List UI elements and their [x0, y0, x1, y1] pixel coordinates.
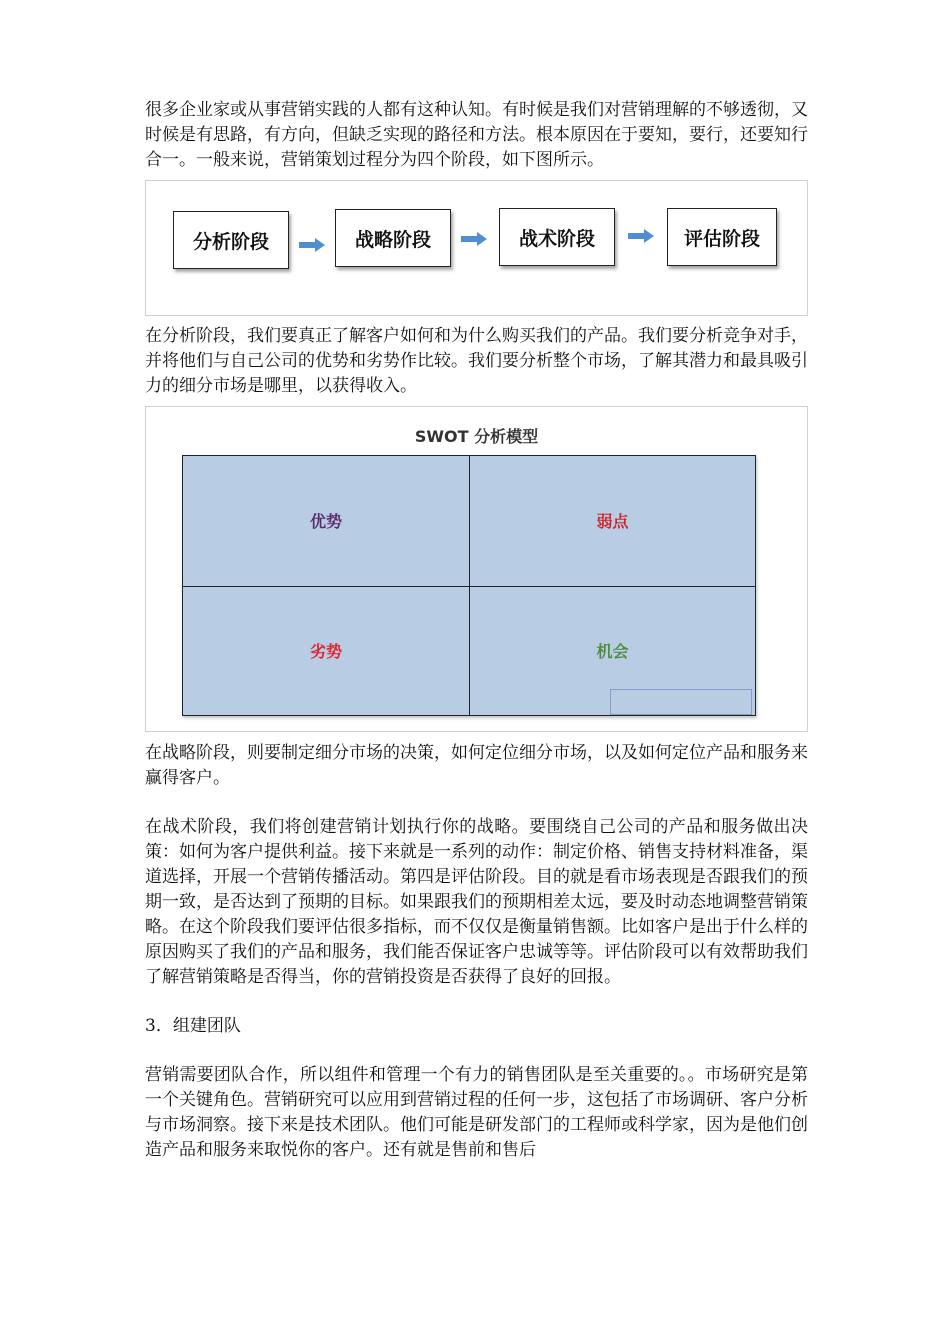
arrow-right-icon	[461, 232, 487, 246]
swot-opportunities: 机会	[469, 586, 755, 716]
paragraph-intro: 很多企业家或从事营销实践的人都有这种认知。有时候是我们对营销理解的不够透彻，又时候是有思路，有方向，但缺乏实现的路径和方法。根本原因在于要知，要行，还要知行合一。一般来说，营销策划过程分为四个阶段，如下图所示。	[145, 100, 808, 170]
stage-strategy-box: 战略阶段	[335, 209, 451, 267]
arrow-right-icon	[299, 238, 325, 252]
arrow-right-icon	[628, 229, 654, 243]
stage-tactics-box: 战术阶段	[499, 208, 615, 266]
swot-disadvantages: 劣势	[183, 586, 469, 716]
swot-grid	[182, 455, 756, 716]
document-page	[145, 98, 808, 1163]
swot-strengths: 优势	[183, 456, 469, 586]
paragraph-analysis: 在分析阶段，我们要真正了解客户如何和为什么购买我们的产品。我们要分析竞争对手，并将他们与自己公司的优势和劣势作比较。我们要分析整个市场，了解其潜力和最具吸引力的细分市场是哪里，以获得收入。	[145, 326, 808, 396]
paragraph-team: 营销需要团队合作，所以组件和管理一个有力的销售团队是至关重要的。。市场研究是第一个关键角色。营销研究可以应用到营销过程的任何一步，这包括了市场调研、客户分析与市场洞察。接下来是技术团队。他们可能是研发部门的工程师或科学家，因为是他们创造产品和服务来取悦你的客户。还有就是售前和售后	[145, 1065, 808, 1160]
paragraph-tactics: 在战术阶段，我们将创建营销计划执行你的战略。要围绕自己公司的产品和服务做出决策：如何为客户提供利益。接下来就是一系列的动作：制定价格、销售支持材料准备，渠道选择，开展一个营销传播活动。第四是评估阶段。目的就是看市场表现是否跟我们的预期一致，是否达到了预期的目标。如果跟我们的预期相差太远，要及时动态地调整营销策略。在这个阶段我们要评估很多指标，而不仅仅是衡量销售额。比如客户是出于什么样的原因购买了我们的产品和服务，我们能否保证客户忠诚等等。评估阶段可以有效帮助我们了解营销策略是否得当，你的营销投资是否获得了良好的回报。	[145, 817, 808, 987]
swot-overlay-box	[610, 689, 752, 715]
stage-evaluation-box: 评估阶段	[667, 208, 777, 266]
swot-title: SWOT 分析模型	[414, 427, 539, 446]
swot-weaknesses: 弱点	[469, 456, 755, 586]
marketing-stages-diagram	[145, 180, 808, 316]
section-heading: 3．组建团队	[145, 1016, 241, 1036]
swot-diagram	[145, 406, 808, 732]
paragraph-strategy: 在战略阶段，则要制定细分市场的决策，如何定位细分市场，以及如何定位产品和服务来赢得客户。	[145, 743, 808, 788]
stage-analysis-box: 分析阶段	[173, 211, 289, 269]
